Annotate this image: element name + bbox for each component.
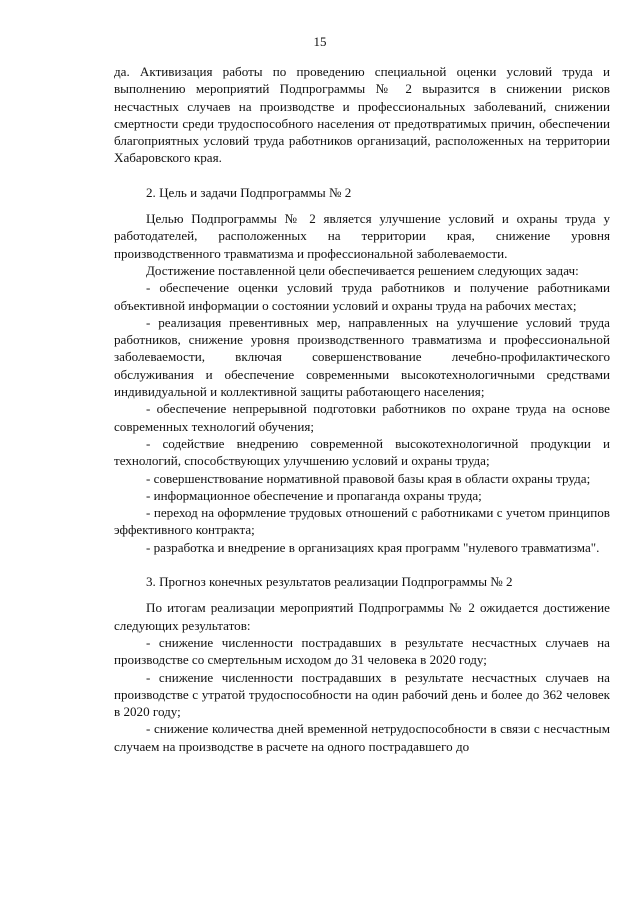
section-heading: 3. Прогноз конечных результатов реализации Подпрограммы № 2 [146,574,513,590]
document-body [114,63,610,755]
page-number: 15 [313,34,327,49]
list-item: - переход на оформление трудовых отношений с работниками с учетом принципов эффективного контракта; [114,505,610,538]
list-item: - обеспечение непрерывной подготовки работников по охране труда на основе современных технологий обучения; [114,401,610,434]
list-item: - разработка и внедрение в организациях края программ "нулевого травматизма". [146,539,600,555]
paragraph: По итогам реализации мероприятий Подпрограммы № 2 ожидается достижение следующих результатов: [114,600,610,633]
list-item: - снижение численности пострадавших в результате несчастных случаев на производстве с утратой трудоспособности на один рабочий день и более до 362 человек в 2020 году; [114,669,610,720]
list-item: - обеспечение оценки условий труда работников и получение работниками объективной информации о состоянии условий и охраны труда на рабочих местах; [114,280,610,313]
list-item: - совершенствование нормативной правовой базы края в области охраны труда; [146,470,591,486]
paragraph: да. Активизация работы по проведению специальной оценки условий труда и выполнению мероприятий Подпрограммы № 2 выразится в снижении рисков несчастных случаев на производстве и профессиональных заболеваний, снижении смертности среди трудоспособного населения от предотвратимых причин, обеспечении благоприятных условий труда работников организаций, расположенных на территории Хабаровского края. [114,64,610,166]
section-heading: 2. Цель и задачи Подпрограммы № 2 [146,184,352,200]
paragraph: Целью Подпрограммы № 2 является улучшение условий и охраны труда у работодателей, расположенных на территории края, снижение уровня производственного травматизма и профессиональной заболеваемости. [114,211,610,261]
list-item: - реализация превентивных мер, направленных на улучшение условий труда работников, снижение уровня производственного травматизма и профессиональной заболеваемости, включая совершенствование лечебно-профилактического обслуживания и обеспечение современными высокотехнологичными средствами индивидуальной и коллективной защиты работающего населения; [114,314,610,400]
list-item: - снижение численности пострадавших в результате несчастных случаев на производстве со смертельным исходом до 31 человека в 2020 году; [114,634,610,668]
list-item: - информационное обеспечение и пропаганда охраны труда; [146,487,482,503]
list-item: - снижение количества дней временной нетрудоспособности в связи с несчастным случаем на производстве в расчете на одного пострадавшего до [114,721,610,754]
paragraph: Достижение поставленной цели обеспечивается решением следующих задач: [146,262,579,278]
list-item: - содействие внедрению современной высокотехнологичной продукции и технологий, способствующих улучшению условий и охраны труда; [114,435,610,469]
